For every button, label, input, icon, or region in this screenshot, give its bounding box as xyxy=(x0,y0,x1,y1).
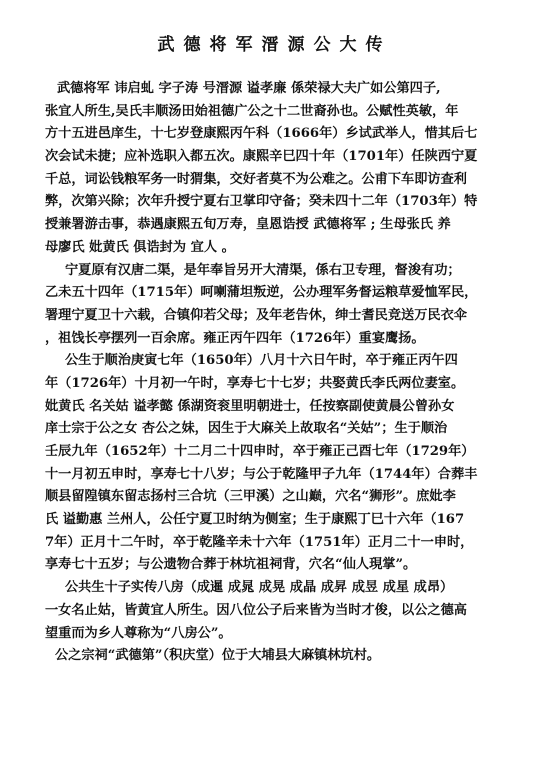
text-line: ，祖饯长亭摆列一百余席。雍正丙午四年（1726年）重宴鹰扬。 xyxy=(45,330,425,346)
document-title: 武德将军溍源公大传 xyxy=(157,35,392,55)
text-line: 壬辰九年（1652年）十二月二十四申时，卒于雍正己酉七年（1729年） xyxy=(45,444,475,459)
document-body xyxy=(45,78,512,668)
text-line: 望重而为乡人尊称为“八房公”。 xyxy=(45,625,232,641)
text-line: 公之宗祠“武德第”（积庆堂）位于大埔县大麻镇林坑村。 xyxy=(55,648,381,664)
text-line: 一女名止姑，皆黄宜人所生。因八位公子后来皆为当时才俊，以公之德高 xyxy=(45,602,467,618)
text-line: 署理宁夏卫十六载，合镇仰若父母；及年老告休，绅士耆民竞送万民衣伞 xyxy=(45,307,467,323)
text-line: 顺县留隍镇东留志扬村三合坑（三甲溪）之山巅，穴名“狮形”。庶妣李 xyxy=(45,489,456,505)
text-line: 公共生十子实传八房（成暹 成晁 成晃 成晶 成昇 成昱 成星 成昂） xyxy=(65,580,454,596)
text-line: 公生于顺治庚寅七年（1650年）八月十六日午时，卒于雍正丙午四 xyxy=(65,353,458,369)
text-line: 7年）正月十二午时，卒于乾隆辛未十六年（1751年）正月二十一申时， xyxy=(45,534,474,550)
text-line: 次会试未捷；应补选职入都五次。康熙辛巳四十年（1701年）任陕西宁夏 xyxy=(45,149,478,165)
text-line: 张宜人所生,吴氏丰顺汤田始祖德广公之十二世裔孙也。公赋性英敏，年 xyxy=(45,103,459,119)
text-line: 乙未五十四年（1715年）呵喇蒲坦叛逆，公办理军务督运粮草爱恤军民， xyxy=(45,285,478,301)
text-line: 十一月初五申时，享寿七十八岁；与公于乾隆甲子九年（1744年）合葬丰 xyxy=(45,466,478,482)
text-line: 母廖氏 妣黄氏 俱诰封为 宜人 。 xyxy=(45,239,235,255)
text-line: 妣黄氏 名关姑 谥孝懿 係湖资衮里明朝进士，任按察副使黄晨公曾孙女 xyxy=(45,398,455,414)
text-line: 方十五进邑庠生，十七岁登康熙丙午科（1666年）乡试武举人，惜其后七 xyxy=(45,126,478,142)
text-line: 庠士宗于公之女 杏公之妹，因生于大麻关上故取名“关姑”；生于顺治 xyxy=(45,421,448,437)
text-line: 宁夏原有汉唐二渠，是年奉旨另开大清渠，係右卫专理，督浚有功； xyxy=(65,262,461,278)
text-line: 武德将军 讳启虬 字子涛 号溍源 谥孝廉 係荣禄大夫广如公第四子, xyxy=(57,81,441,96)
text-line: 授兼署游击事，恭遇康熙五旬万寿，皇恩诰授 武德将军 ; 生母张氏 养 xyxy=(45,217,451,233)
text-line: 享寿七十五岁；与公遗物合葬于林坑祖祠背，穴名“仙人現掌”。 xyxy=(45,557,417,573)
text-line: 千总，词讼钱粮军务一时猬集，交好者莫不为公难之。公甫下车即访查利 xyxy=(45,171,467,187)
text-line: 年（1726年）十月初一午时，享寿七十七岁；共娶黄氏李氏两位妻室。 xyxy=(45,375,465,391)
text-line: 氏 谥勤惠 兰州人，公任宁夏卫时纳为侧室；生于康熙丁巳十六年（167 xyxy=(45,512,465,528)
text-line: 弊，次第兴除；次年升授宁夏右卫掌印守备；癸未四十二年（1703年）特 xyxy=(45,194,478,210)
